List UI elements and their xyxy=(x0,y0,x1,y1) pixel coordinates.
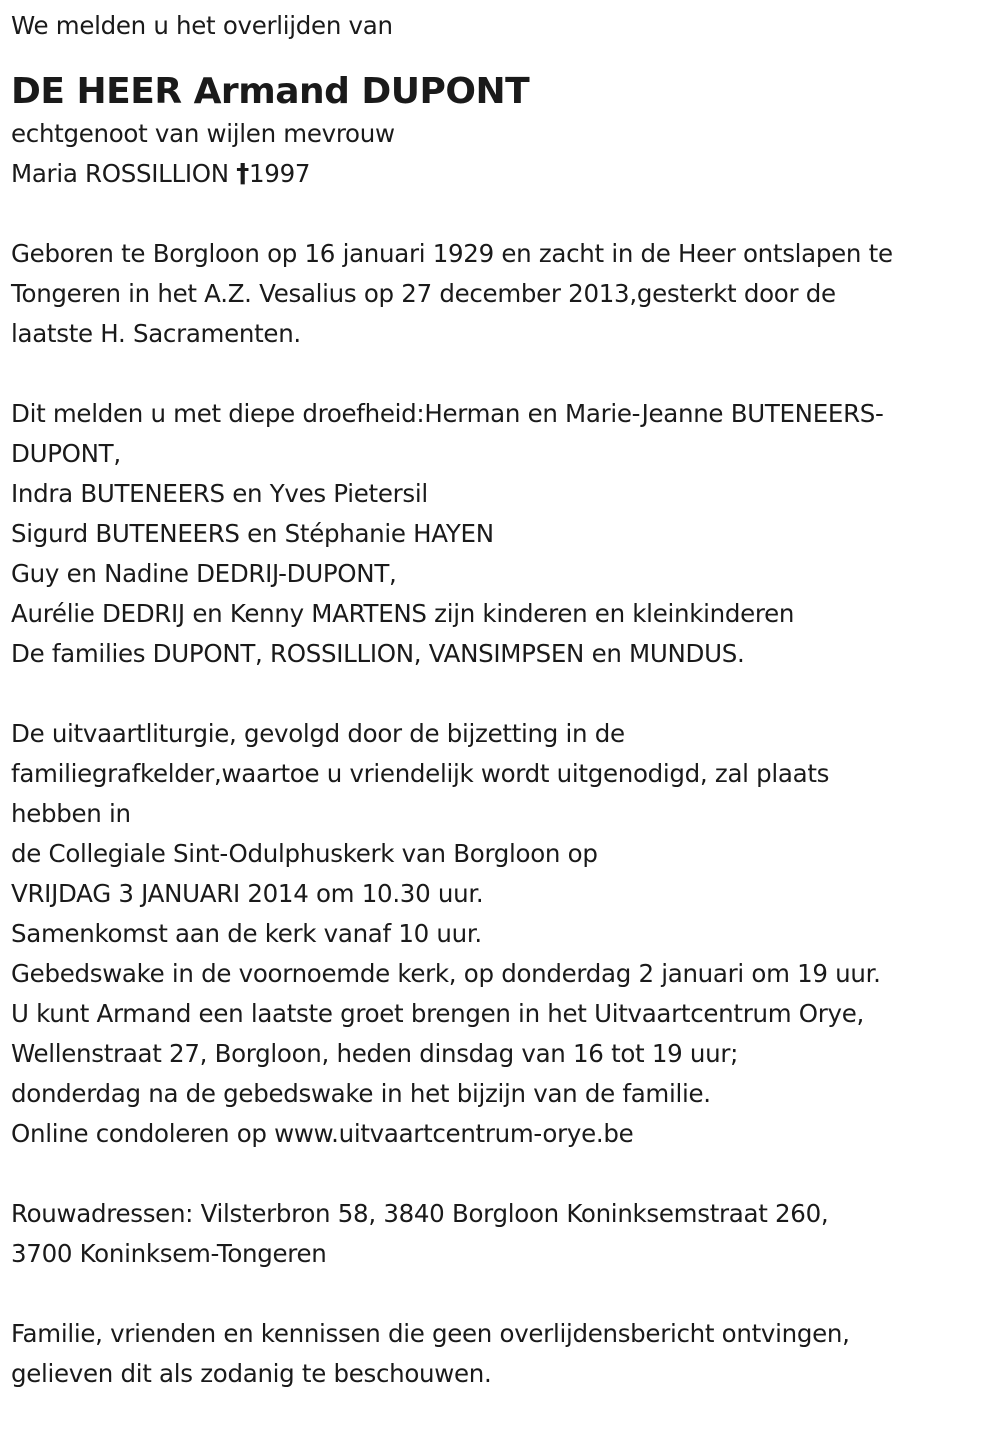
paragraph-line: Guy en Nadine DEDRIJ-DUPONT, xyxy=(11,559,397,588)
birth-paragraph xyxy=(11,234,1000,354)
paragraph-line: donderdag na de gebedswake in het bijzijn van de familie. xyxy=(11,1079,711,1108)
addresses-paragraph xyxy=(11,1194,1000,1274)
spouse-line: echtgenoot van wijlen mevrouw xyxy=(11,119,395,148)
paragraph-line: Wellenstraat 27, Borgloon, heden dinsdag van 16 tot 19 uur; xyxy=(11,1039,739,1068)
cross-icon: † xyxy=(236,159,249,189)
spouse-death-year: 1997 xyxy=(249,159,311,188)
paragraph-line: Geboren te Borgloon op 16 januari 1929 en zacht in de Heer ontslapen te xyxy=(11,239,893,268)
paragraph-line: gelieven dit als zodanig te beschouwen. xyxy=(11,1359,492,1388)
paragraph-line: De families DUPONT, ROSSILLION, VANSIMPSEN en MUNDUS. xyxy=(11,639,745,668)
spouse-name: Maria ROSSILLION xyxy=(11,159,237,188)
deceased-name: DE HEER Armand DUPONT xyxy=(11,71,530,112)
paragraph-line: De uitvaartliturgie, gevolgd door de bijzetting in de xyxy=(11,719,625,748)
paragraph-line: Familie, vrienden en kennissen die geen overlijdensbericht ontvingen, xyxy=(11,1319,850,1348)
paragraph-line: Samenkomst aan de kerk vanaf 10 uur. xyxy=(11,919,482,948)
paragraph-line: de Collegiale Sint-Odulphuskerk van Borgloon op xyxy=(11,839,598,868)
spacer xyxy=(11,194,1000,234)
intro-text: We melden u het overlijden van xyxy=(11,11,393,40)
paragraph-line: Gebedswake in de voornoemde kerk, op donderdag 2 januari om 19 uur. xyxy=(11,959,881,988)
spacer xyxy=(11,1274,1000,1314)
spacer xyxy=(11,46,1000,70)
paragraph-line: laatste H. Sacramenten. xyxy=(11,319,301,348)
paragraph-line: VRIJDAG 3 JANUARI 2014 om 10.30 uur. xyxy=(11,879,484,908)
spacer xyxy=(11,354,1000,394)
spacer xyxy=(11,1154,1000,1194)
closing-paragraph xyxy=(11,1314,1000,1394)
paragraph-line: DUPONT, xyxy=(11,439,121,468)
spouse-name-line xyxy=(11,154,1000,194)
paragraph-line: familiegrafkelder,waartoe u vriendelijk wordt uitgenodigd, zal plaats xyxy=(11,759,830,788)
paragraph-line: U kunt Armand een laatste groet brengen in het Uitvaartcentrum Orye, xyxy=(11,999,864,1028)
paragraph-line: Tongeren in het A.Z. Vesalius op 27 december 2013,gesterkt door de xyxy=(11,279,836,308)
family-paragraph xyxy=(11,394,1000,674)
paragraph-line: Sigurd BUTENEERS en Stéphanie HAYEN xyxy=(11,519,494,548)
paragraph-line: Online condoleren op www.uitvaartcentrum-orye.be xyxy=(11,1119,634,1148)
funeral-paragraph xyxy=(11,714,1000,1154)
paragraph-line: Aurélie DEDRIJ en Kenny MARTENS zijn kinderen en kleinkinderen xyxy=(11,599,795,628)
paragraph-line: Indra BUTENEERS en Yves Pietersil xyxy=(11,479,428,508)
spacer xyxy=(11,674,1000,714)
paragraph-line: Rouwadressen: Vilsterbron 58, 3840 Borgloon Koninksemstraat 260, xyxy=(11,1199,829,1228)
paragraph-line: 3700 Koninksem-Tongeren xyxy=(11,1239,327,1268)
paragraph-line: hebben in xyxy=(11,799,131,828)
paragraph-line: Dit melden u met diepe droefheid:Herman en Marie-Jeanne BUTENEERS- xyxy=(11,399,884,428)
